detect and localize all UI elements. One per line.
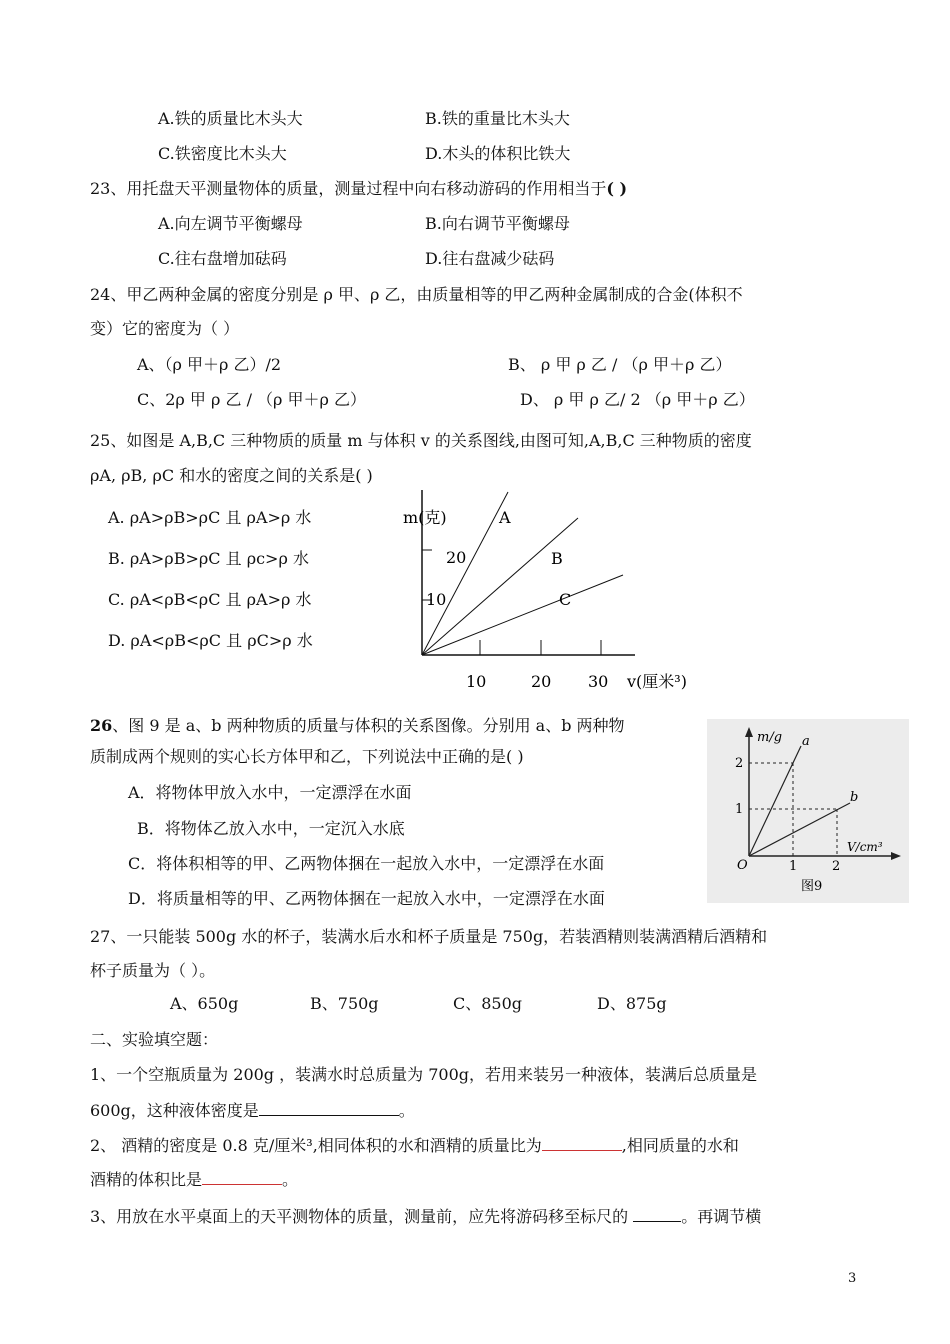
mass-volume-chart [395,480,725,700]
q25-option-c: C. ρA<ρB<ρC 且 ρA>ρ 水 [108,590,312,609]
y-tick-label-1: 1 [735,802,744,817]
page-number: 3 [848,1271,857,1286]
line-label-a: A [499,508,511,527]
q26-stem-line1: 26、图 9 是 a、b 两种物质的质量与体积的关系图像。分别用 a、b 两种物 [90,716,625,735]
fill-3-blank[interactable] [633,1205,681,1222]
figure-9-image [707,719,909,903]
q23-option-c: C.往右盘增加砝码 [158,249,287,268]
figure-9-chart [707,719,909,903]
fill-1-line2: 600g，这种液体密度是 。 [90,1101,415,1120]
x-tick-label-20: 20 [531,672,552,691]
q23-option-d: D.往右盘减少砝码 [425,249,555,268]
line-label-b: B [551,549,563,568]
line-b [422,518,578,655]
fill-2-line1: 2、 酒精的密度是 0.8 克/厘米³,相同体积的水和酒精的质量比为 ,相同质量的水和 [90,1136,739,1155]
section-heading: 二、实验填空题： [90,1030,219,1049]
x-tick-label-1: 1 [789,859,798,874]
fill-3-line1: 3、用放在水平桌面上的天平测物体的质量，测量前，应先将游码移至标尺的 。再调节横 [90,1207,762,1226]
q26-option-b: B．将物体乙放入水中，一定沉入水底 [137,819,405,838]
q27-stem-line2: 杯子质量为（ ）。 [90,961,216,980]
q22-option-d: D.木头的体积比铁大 [425,144,571,163]
x-tick-label-10: 10 [466,672,487,691]
x-axis-arrow-icon [891,852,901,860]
x-axis-label: v(厘米³) [627,672,687,691]
x-axis-label: V/cm³ [847,840,883,854]
line-b [749,803,850,856]
q27-option-b: B、750g [310,994,379,1013]
fill-2-blank-2[interactable] [202,1168,282,1185]
y-tick-label-20: 20 [446,548,467,567]
x-tick-label-2: 2 [832,859,841,874]
line-c [422,575,623,655]
q27-option-c: C、850g [453,994,523,1013]
q22-option-a: A.铁的质量比木头大 [158,109,303,128]
fill-1-blank[interactable] [259,1099,399,1116]
y-tick-label-10: 10 [426,590,447,609]
q26-option-c: C．将体积相等的甲、乙两物体捆在一起放入水中，一定漂浮在水面 [128,854,605,873]
q27-option-d: D、875g [597,994,667,1013]
origin-label: O [737,858,748,873]
q26-option-a: A．将物体甲放入水中，一定漂浮在水面 [128,783,412,802]
q27-option-a: A、650g [170,994,239,1013]
y-axis-label: m/g [757,730,783,745]
q24-stem-line1: 24、甲乙两种金属的密度分别是 ρ 甲、ρ 乙，由质量相等的甲乙两种金属制成的合金(体积不 [90,285,743,304]
q23-option-b: B.向右调节平衡螺母 [425,214,570,233]
y-tick-label-2: 2 [735,756,744,771]
fill-1-line1: 1、一个空瓶质量为 200g ，装满水时总质量为 700g，若用来装另一种液体，装满后总质量是 [90,1065,758,1084]
q25-option-a: A. ρA>ρB>ρC 且 ρA>ρ 水 [108,508,312,527]
line-label-a: a [802,734,810,749]
q24-option-a: A、（ρ 甲＋ρ 乙）/2 [137,355,282,374]
q24-option-d: D、 ρ 甲 ρ 乙/ 2 （ρ 甲＋ρ 乙） [520,390,755,409]
line-label-b: b [850,790,859,805]
q24-option-c: C、2ρ 甲 ρ 乙 / （ρ 甲＋ρ 乙） [137,390,367,409]
y-axis-arrow-icon [745,727,753,737]
y-axis-label: m(克) [403,508,447,527]
fill-2-line2: 酒精的体积比是 。 [90,1170,299,1189]
q25-option-d: D. ρA<ρB<ρC 且 ρC>ρ 水 [108,631,313,650]
q23-option-a: A.向左调节平衡螺母 [158,214,303,233]
q25-stem-line1: 25、如图是 A,B,C 三种物质的质量 m 与体积 v 的关系图线,由图可知,A,B,C 三种物质的密度 [90,431,752,450]
q26-stem-line2: 质制成两个规则的实心长方体甲和乙，下列说法中正确的是( ) [90,747,524,766]
fill-2-blank-1[interactable] [542,1134,622,1151]
q22-option-c: C.铁密度比木头大 [158,144,287,163]
q24-stem-line2: 变）它的密度为（ ） [90,319,240,338]
q26-option-d: D．将质量相等的甲、乙两物体捆在一起放入水中，一定漂浮在水面 [128,889,605,908]
q24-option-b: B、 ρ 甲 ρ 乙 / （ρ 甲＋ρ 乙） [508,355,732,374]
q23-stem: 23、用托盘天平测量物体的质量，测量过程中向右移动游码的作用相当于( ) [90,179,628,198]
q22-option-b: B.铁的重量比木头大 [425,109,570,128]
q25-stem-line2: ρA, ρB, ρC 和水的密度之间的关系是( ) [90,466,373,485]
figure-caption: 图9 [801,879,823,894]
q27-stem-line1: 27、一只能装 500g 水的杯子，装满水后水和杯子质量是 750g，若装酒精则装满酒精后酒精和 [90,927,768,946]
line-label-c: C [559,590,572,609]
q25-option-b: B. ρA>ρB>ρC 且 ρc>ρ 水 [108,549,309,568]
x-tick-label-30: 30 [588,672,609,691]
